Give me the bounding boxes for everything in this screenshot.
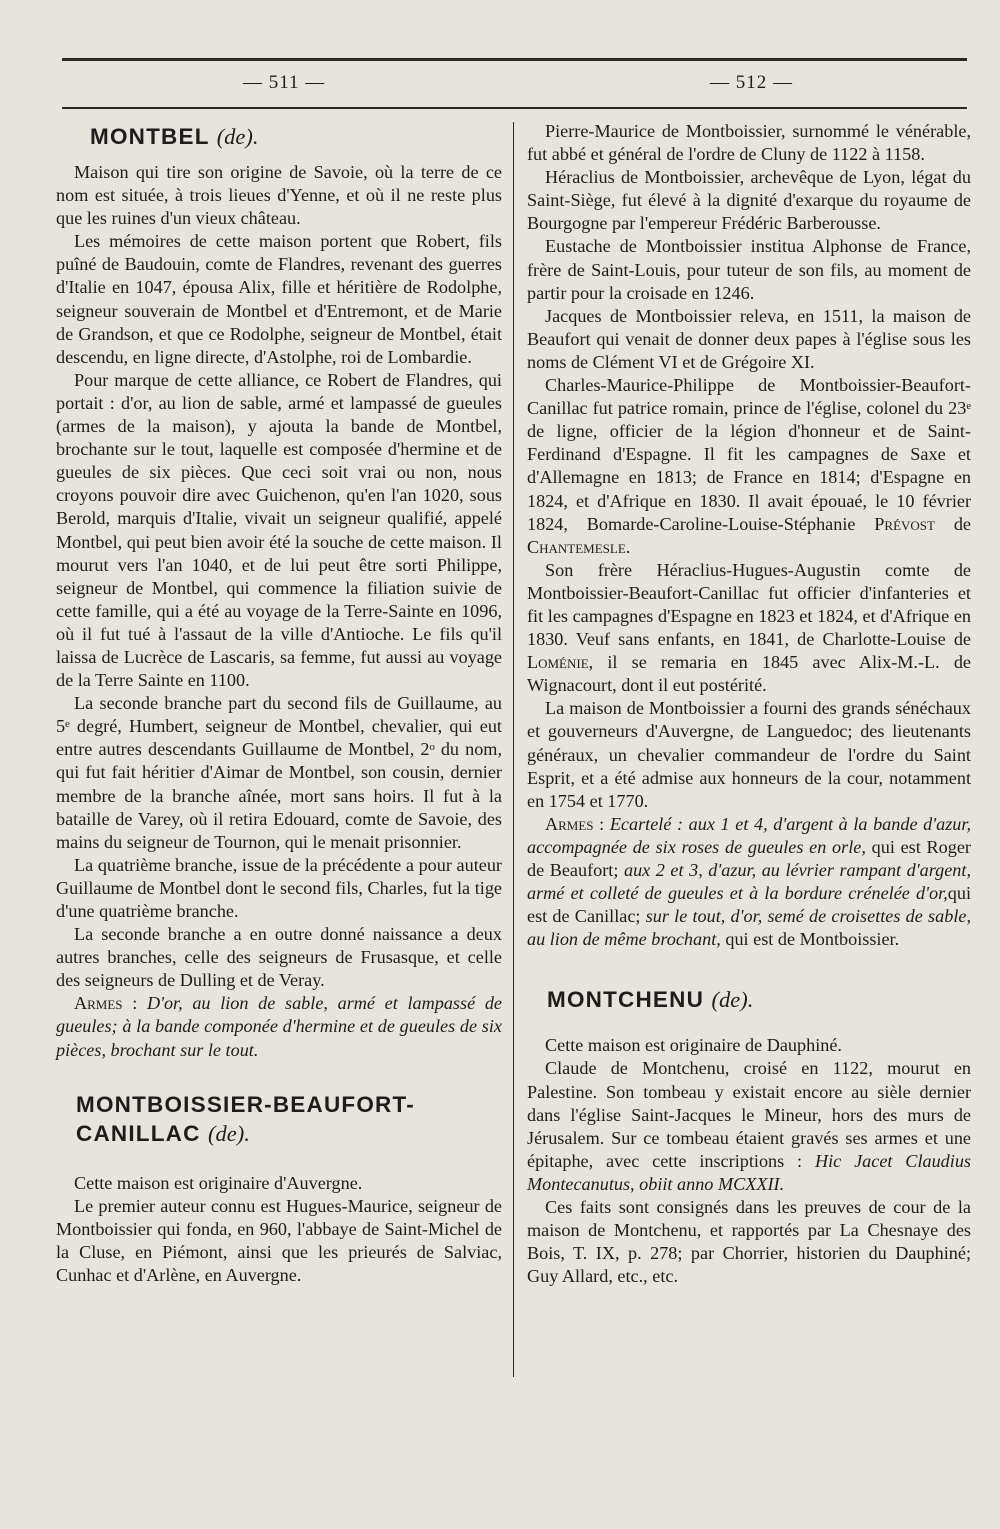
montbel-paragraph-2: Les mémoires de cette maison portent que Robert, fils puîné de Baudouin, comte de Flandres, revenant des guerres d'Italie en 1047, épousa Alix, fille et héritière de Rodolphe, seigneur souverain de Montbel et d'Entremont, et de Marie de Grandson, et que ce Rodolphe, seigneur de Montbel, était descendu, en ligne directe, d'Astolphe, roi de Lombardie. (56, 231, 502, 367)
montbel-paragraph-1: Maison qui tire son origine de Savoie, où la terre de ce nom est située, à trois lieues d'Yenne, et où il ne reste plus que les ruines d'un vieux château. (56, 162, 502, 229)
montbel-heading (90, 122, 502, 151)
montbel-paragraph-6: La seconde branche a en outre donné naissance a deux autres branches, celle des seigneurs de Frusasque, et celle des seigneurs de Dulling et de Veray. (56, 924, 502, 991)
p8-text-b: il se remaria en 1845 avec Alix-M.-L. de Wignacourt, dont il eut postérité. (527, 652, 972, 696)
p7-name-prevost: Prévost (874, 513, 935, 534)
montchenu-heading (547, 985, 971, 1014)
p7-text-a: Charles-Maurice-Philippe de Montboissier-Beaufort-Canillac fut patrice romain, prince de l'église, colonel du 23ᵉ de ligne, officier de la légion d'honneur et de Saint-Ferdinand d'Espagne. Il fit les campagnes de Saxe et d'Allemagne en 1813; de France en 1814; d'Espagne en 1824, et d'Afrique en 1830. Il avait épouaé, le 10 février 1824, Bomarde-Caroline-Louise-Stéphanie (527, 375, 971, 534)
armes-italic-1: Ecartelé : aux 1 et 4, d'argent à la bande d'azur, accompagnée de six roses de gueules en orle, (527, 813, 971, 857)
montboissier-paragraph-1: Cette maison est originaire d'Auvergne. (74, 1172, 363, 1193)
montbel-armes-label: Armes : (74, 993, 138, 1014)
p8-text-a: Son frère Héraclius-Hugues-Augustin comte de Montboissier-Beaufort-Canillac fut officier d'infanteries et fit les campagnes d'Espagne en 1823 et 1824, et d'Afrique en 1830. Veuf sans enfants, en 1841, de Charlotte-Louise de (527, 559, 971, 650)
montchenu-paragraph-3: Ces faits sont consignés dans les preuves de cour de la maison de Montchenu, et rapportés par La Chesnaye des Bois, T. IX, p. 278; par Chorrier, historien du Dauphiné; Guy Allard, etc., etc. (527, 1197, 971, 1287)
montbel-paragraph-3: Pour marque de cette alliance, ce Robert de Flandres, qui portait : d'or, au lion de sable, armé et lampassé de gueules (armes de la maison), y ajouta la bande de Montbel, brochante sur le tout, laquelle est composée d'hermine et de gueules de six pièces. Que ceci soit vrai ou non, nous croyons pouvoir dire avec Guichenon, qu'en l'an 1020, sous Berold, marquis d'Italie, vivait un seigneur qualifié, appelé Montbel, qui peut bien avoir été la souche de cette maison. Il mourut vers l'an 1040, et de lui peut être sorti Philippe, seigneur de Montbel, qui commence la filiation suivie de cette famille, qui a été au voyage de la Terre-Sainte en 1096, où il fut tué à l'assaut de la ville d'Antioche. Le fils qu'il laissa de Lucrèce de Lascaris, sa femme, fut aussi au voyage de la Terre Sainte en 1100. (56, 369, 502, 691)
armes-italic-2: aux 2 et 3, d'azur, au lévrier rampant d'argent, armé et colleté de gueules et à la bordure crénelée d'or, (527, 860, 972, 904)
right-page-number: — 512 — (710, 72, 793, 93)
armes-roman-3: qui est de Montboissier. (725, 929, 900, 950)
montboissier-armes (527, 813, 971, 952)
montboissier-paragraph-2: Le premier auteur connu est Hugues-Maurice, seigneur de Montboissier qui fonda, en 960, l'abbaye de Saint-Michel de la Cluse, en Piémont, ainsi que les prieurés de Salviac, Cunhac et d'Arlène, en Auvergne. (56, 1195, 502, 1286)
armes-roman-2: qui est de Canillac; (527, 883, 971, 927)
montboissier-paragraph-8 (527, 559, 971, 698)
montbel-title-suffix: (de). (216, 124, 259, 149)
montchenu-title-suffix: (de). (711, 987, 754, 1013)
p7-text-b: de (953, 513, 971, 534)
header-rule (62, 107, 967, 109)
top-rule (62, 58, 967, 61)
montboissier-title-suffix: (de). (208, 1120, 250, 1146)
montboissier-armes-label: Armes : (545, 813, 605, 834)
armes-roman-1: qui est Roger de Beaufort; (527, 836, 971, 880)
montbel-armes (56, 992, 502, 1061)
montchenu-p2-text: Claude de Montchenu, croisé en 1122, mourut en Palestine. Son tombeau y existait encore au sièle dernier dans l'église Saint-Jacques le Mineur, hors des murs de Jérusalem. Sur ce tombeau étaient gravés ses armes et une épitaphe, avec cette inscriptions : (527, 1058, 971, 1171)
montchenu-epitaph: Hic Jacet Claudius Montecanutus, obiit anno MCXXII. (527, 1150, 971, 1194)
left-column (56, 120, 502, 1287)
montboissier-paragraph-5: Eustache de Montboissier institua Alphonse de France, frère de Saint-Louis, pour tuteur de son fils, au moment de partir pour la croisade en 1246. (527, 236, 971, 303)
p7-name-chantemesle: Chantemesle. (527, 536, 631, 557)
montbel-paragraph-4: La seconde branche part du second fils de Guillaume, au 5ᵉ degré, Humbert, seigneur de Montbel, chevalier, qui eut entre autres descendants Guillaume de Montbel, 2ᵒ du nom, qui fut fait héritier d'Aimar de Montbel, son cousin, dernier membre de la branche aînée, mort sans hoirs. Il fut à la bataille de Varey, où il retira Edouard, comte de Savoie, des mains du seigneur de Tournon, qui le menait prisonnier. (56, 693, 502, 852)
montboissier-paragraph-9: La maison de Montboissier a fourni des grands sénéchaux et gouverneurs d'Auvergne, de Languedoc; des lieutenants généraux, un chevalier commandeur de l'ordre du Saint Esprit, et a été admise aux honneurs de la cour, notamment en 1754 et 1770. (527, 698, 971, 811)
montboissier-title: MONTBOISSIER-BEAUFORT-CANILLAC (76, 1091, 415, 1146)
montchenu-paragraph-1: Cette maison est originaire de Dauphiné. (545, 1035, 842, 1056)
montboissier-heading (76, 1090, 502, 1148)
p8-name-lomenie: Loménie, (527, 652, 594, 673)
montbel-paragraph-5: La quatrième branche, issue de la précédente a pour auteur Guillaume de Montbel dont le second fils, Charles, fut la tige d'une quatrième branche. (56, 854, 502, 921)
montboissier-paragraph-6: Jacques de Montboissier releva, en 1511, la maison de Beaufort qui venait de donner deux papes à l'église sous les noms de Clément VI et de Grégoire XI. (527, 305, 971, 372)
montboissier-paragraph-7 (527, 374, 971, 559)
left-page-number: — 511 — (243, 72, 326, 93)
montchenu-paragraph-2 (527, 1057, 971, 1196)
montboissier-paragraph-4: Héraclius de Montboissier, archevêque de Lyon, légat du Saint-Siège, fut élevé à la dignité d'exarque du royaume de Bourgogne par l'empereur Frédéric Barberousse. (527, 167, 971, 234)
column-divider (513, 122, 514, 1377)
right-column (527, 120, 971, 1288)
montbel-armes-text: D'or, au lion de sable, armé et lampassé de gueules; à la bande componée d'hermine et de gueules de six pièces, brochant sur le tout. (56, 993, 502, 1060)
montboissier-paragraph-3: Pierre-Maurice de Montboissier, surnommé le vénérable, fut abbé et général de l'ordre de Cluny de 1122 à 1158. (527, 121, 971, 165)
montchenu-title: MONTCHENU (547, 987, 705, 1013)
armes-italic-3: sur le tout, d'or, semé de croisettes de sable, au lion de même brochant, (527, 906, 971, 950)
montbel-title: MONTBEL (90, 124, 210, 149)
